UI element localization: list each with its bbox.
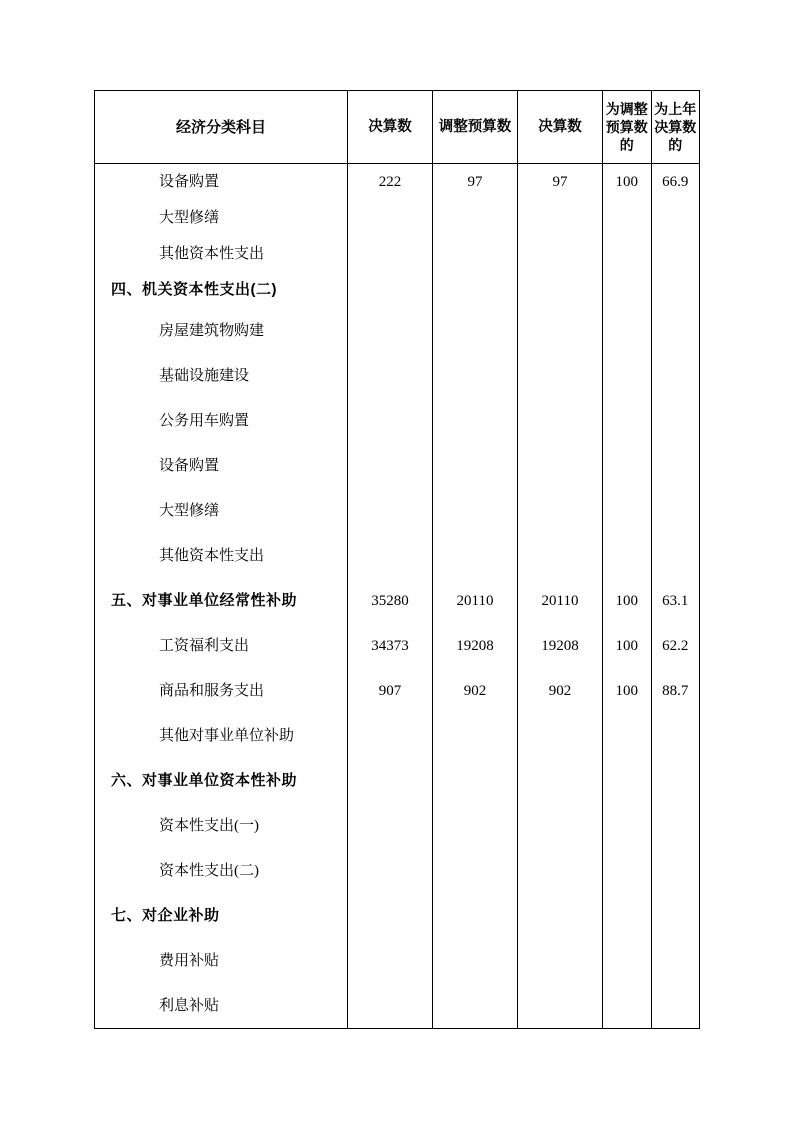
row-value-adjusted	[433, 308, 518, 353]
row-value-final1	[348, 488, 433, 533]
table-row	[95, 578, 700, 623]
row-subject-cell	[95, 623, 348, 668]
row-value-final2	[518, 848, 603, 893]
row-value-final1: 35280	[348, 578, 433, 623]
row-value-adjusted	[433, 938, 518, 983]
column-header-pct-adjusted	[603, 91, 652, 164]
row-value-final1	[348, 200, 433, 236]
row-value-pct_lastyear	[651, 200, 700, 236]
row-subject-label: 商品和服务支出	[159, 682, 265, 699]
row-value-adjusted	[433, 713, 518, 758]
row-subject-label: 房屋建筑物购建	[159, 322, 265, 339]
row-subject-cell	[95, 353, 348, 398]
row-value-final1	[348, 398, 433, 443]
row-subject-cell	[95, 893, 348, 938]
row-value-pct_lastyear	[651, 983, 700, 1029]
row-value-pct_lastyear	[651, 848, 700, 893]
table-row	[95, 533, 700, 578]
row-value-pct_adjusted	[603, 893, 652, 938]
row-value-pct_adjusted	[603, 443, 652, 488]
row-value-final1	[348, 236, 433, 272]
row-value-pct_adjusted	[603, 398, 652, 443]
table-row	[95, 938, 700, 983]
row-subject-label: 基础设施建设	[159, 367, 250, 384]
row-value-final2	[518, 398, 603, 443]
row-subject-cell	[95, 713, 348, 758]
row-subject-cell	[95, 164, 348, 201]
row-subject-label: 七、对企业补助	[111, 906, 220, 924]
row-subject-label: 设备购置	[159, 174, 220, 190]
row-value-final1: 907	[348, 668, 433, 713]
row-subject-cell	[95, 308, 348, 353]
row-subject-label: 四、机关资本性支出(二)	[111, 281, 277, 298]
row-value-final1	[348, 758, 433, 803]
row-value-adjusted	[433, 236, 518, 272]
row-value-pct_lastyear	[651, 272, 700, 308]
row-value-pct_lastyear	[651, 758, 700, 803]
row-value-final1: 222	[348, 164, 433, 201]
row-subject-cell	[95, 758, 348, 803]
row-value-pct_lastyear	[651, 308, 700, 353]
table-row	[95, 848, 700, 893]
row-subject-label: 五、对事业单位经常性补助	[111, 591, 298, 609]
row-subject-label: 资本性支出(二)	[159, 862, 259, 879]
row-value-pct_lastyear	[651, 236, 700, 272]
row-value-final2: 902	[518, 668, 603, 713]
row-value-final1	[348, 803, 433, 848]
table-row	[95, 200, 700, 236]
table-header-row	[95, 91, 700, 164]
row-value-pct_adjusted	[603, 938, 652, 983]
column-header-pct-lastyear-label: 为上年决算数的	[654, 101, 697, 153]
row-subject-cell	[95, 938, 348, 983]
table-row	[95, 758, 700, 803]
row-subject-cell	[95, 272, 348, 308]
row-value-pct_adjusted	[603, 758, 652, 803]
row-value-final2	[518, 533, 603, 578]
row-value-final1	[348, 848, 433, 893]
row-value-final2	[518, 236, 603, 272]
row-value-pct_adjusted: 100	[603, 668, 652, 713]
row-value-pct_lastyear	[651, 533, 700, 578]
row-subject-label: 其他资本性支出	[159, 547, 265, 564]
row-value-pct_adjusted	[603, 848, 652, 893]
row-subject-label: 费用补贴	[159, 952, 220, 969]
table-row	[95, 623, 700, 668]
row-value-pct_lastyear	[651, 893, 700, 938]
row-subject-label: 六、对事业单位资本性补助	[111, 771, 298, 789]
column-header-pct-lastyear	[651, 91, 700, 164]
row-subject-cell	[95, 533, 348, 578]
row-value-final1	[348, 893, 433, 938]
row-value-pct_adjusted: 100	[603, 623, 652, 668]
table-body	[95, 164, 700, 1029]
row-value-pct_lastyear	[651, 938, 700, 983]
column-header-adjusted	[433, 91, 518, 164]
row-value-pct_adjusted	[603, 353, 652, 398]
row-value-pct_adjusted	[603, 308, 652, 353]
row-subject-label: 利息补贴	[159, 997, 220, 1014]
row-value-adjusted: 19208	[433, 623, 518, 668]
row-subject-cell	[95, 983, 348, 1029]
row-value-final1	[348, 308, 433, 353]
row-subject-cell	[95, 488, 348, 533]
row-value-pct_adjusted	[603, 533, 652, 578]
row-subject-label: 工资福利支出	[159, 637, 250, 654]
row-value-final2: 19208	[518, 623, 603, 668]
row-subject-cell	[95, 398, 348, 443]
row-value-final1	[348, 938, 433, 983]
table-row	[95, 443, 700, 488]
row-value-final1	[348, 533, 433, 578]
row-value-final2	[518, 200, 603, 236]
row-value-pct_lastyear	[651, 443, 700, 488]
column-header-subject	[95, 91, 348, 164]
row-value-adjusted: 902	[433, 668, 518, 713]
row-value-final2	[518, 938, 603, 983]
table-row	[95, 668, 700, 713]
row-value-final2	[518, 713, 603, 758]
row-value-pct_adjusted	[603, 488, 652, 533]
row-value-pct_adjusted	[603, 272, 652, 308]
table-row	[95, 308, 700, 353]
row-subject-label: 公务用车购置	[159, 412, 250, 429]
row-value-adjusted	[433, 848, 518, 893]
row-subject-cell	[95, 848, 348, 893]
column-header-adjusted-label: 调整预算数	[438, 118, 512, 135]
row-value-final1	[348, 443, 433, 488]
row-subject-label: 资本性支出(一)	[159, 817, 259, 834]
financial-table	[94, 90, 700, 1029]
row-value-final1	[348, 983, 433, 1029]
row-value-adjusted	[433, 893, 518, 938]
row-value-adjusted	[433, 983, 518, 1029]
row-subject-cell	[95, 443, 348, 488]
row-subject-cell	[95, 236, 348, 272]
row-value-pct_adjusted	[603, 200, 652, 236]
row-value-pct_lastyear: 88.7	[651, 668, 700, 713]
row-value-pct_lastyear	[651, 353, 700, 398]
row-value-pct_lastyear: 62.2	[651, 623, 700, 668]
row-subject-cell	[95, 200, 348, 236]
row-value-pct_adjusted	[603, 713, 652, 758]
column-header-pct-adjusted-label: 为调整预算数的	[605, 101, 648, 153]
row-value-final2	[518, 353, 603, 398]
table-row	[95, 983, 700, 1029]
row-subject-label: 其他资本性支出	[159, 246, 265, 262]
row-value-pct_adjusted	[603, 236, 652, 272]
row-value-adjusted	[433, 398, 518, 443]
row-value-adjusted: 20110	[433, 578, 518, 623]
row-value-pct_lastyear	[651, 713, 700, 758]
row-value-pct_lastyear	[651, 398, 700, 443]
row-value-pct_lastyear: 63.1	[651, 578, 700, 623]
column-header-final2-label: 决算数	[538, 118, 582, 135]
financial-table-container	[94, 90, 699, 1029]
row-value-final2	[518, 272, 603, 308]
row-value-final2	[518, 758, 603, 803]
table-row	[95, 488, 700, 533]
row-value-final2: 20110	[518, 578, 603, 623]
table-row	[95, 398, 700, 443]
table-row	[95, 353, 700, 398]
row-subject-label: 设备购置	[159, 457, 220, 474]
row-value-adjusted	[433, 443, 518, 488]
row-value-adjusted	[433, 200, 518, 236]
column-header-subject-label: 经济分类科目	[175, 118, 266, 136]
row-subject-cell	[95, 668, 348, 713]
row-value-pct_lastyear	[651, 488, 700, 533]
column-header-final1	[348, 91, 433, 164]
row-value-adjusted	[433, 533, 518, 578]
column-header-final1-label: 决算数	[368, 118, 412, 135]
column-header-final2	[518, 91, 603, 164]
table-row	[95, 236, 700, 272]
row-value-adjusted	[433, 488, 518, 533]
table-row	[95, 713, 700, 758]
row-value-final2	[518, 488, 603, 533]
row-value-pct_adjusted: 100	[603, 164, 652, 201]
row-value-pct_lastyear: 66.9	[651, 164, 700, 201]
row-value-final1	[348, 272, 433, 308]
row-value-final1	[348, 713, 433, 758]
row-subject-cell	[95, 578, 348, 623]
row-value-final1: 34373	[348, 623, 433, 668]
row-value-final2	[518, 893, 603, 938]
row-value-pct_lastyear	[651, 803, 700, 848]
row-value-final2	[518, 983, 603, 1029]
row-value-adjusted	[433, 803, 518, 848]
row-value-adjusted	[433, 272, 518, 308]
table-header	[95, 91, 700, 164]
row-value-pct_adjusted: 100	[603, 578, 652, 623]
table-row	[95, 893, 700, 938]
row-value-final1	[348, 353, 433, 398]
row-value-final2	[518, 803, 603, 848]
row-subject-cell	[95, 803, 348, 848]
row-subject-label: 大型修缮	[159, 210, 220, 226]
row-subject-label: 大型修缮	[159, 502, 220, 519]
row-value-adjusted: 97	[433, 164, 518, 201]
row-value-final2: 97	[518, 164, 603, 201]
row-value-pct_adjusted	[603, 983, 652, 1029]
row-value-pct_adjusted	[603, 803, 652, 848]
row-value-final2	[518, 308, 603, 353]
row-value-final2	[518, 443, 603, 488]
table-row	[95, 803, 700, 848]
table-row	[95, 272, 700, 308]
row-subject-label: 其他对事业单位补助	[159, 727, 295, 744]
row-value-adjusted	[433, 353, 518, 398]
row-value-adjusted	[433, 758, 518, 803]
table-row	[95, 164, 700, 201]
